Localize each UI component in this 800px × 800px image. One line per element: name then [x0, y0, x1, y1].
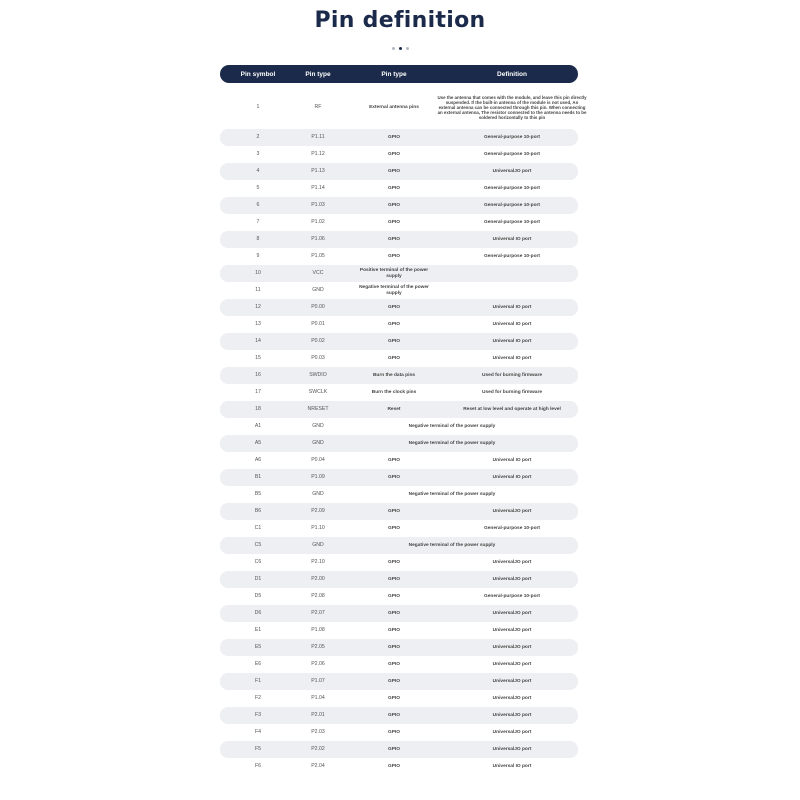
pin-type-cell: GPIO	[388, 576, 400, 582]
table-row	[220, 214, 578, 231]
pin-name-cell: P1.10	[311, 524, 325, 531]
definition-cell: UniversalJO port	[492, 610, 532, 616]
pin-symbol-cell: F5	[254, 745, 262, 752]
pin-symbol-cell: 6	[256, 201, 260, 208]
pin-name-cell: P2.07	[311, 609, 325, 616]
table-row	[220, 554, 578, 571]
pin-type-cell: GPIO	[388, 695, 400, 701]
definition-cell: UniversalJO port	[492, 746, 532, 752]
pin-symbol-cell: F2	[254, 694, 262, 701]
pin-type-cell: GPIO	[388, 355, 400, 361]
pin-symbol-cell: F1	[254, 677, 262, 684]
definition-cell: General-purpose 10-port	[484, 134, 540, 140]
table-row	[220, 690, 578, 707]
header-definition: Definition	[497, 70, 527, 78]
pin-name-cell: P0.01	[311, 320, 325, 327]
definition-cell: Universal IO port	[492, 338, 532, 344]
pin-type-cell: Reset	[387, 406, 401, 412]
pin-type-cell: GPIO	[388, 304, 400, 310]
table-row	[220, 86, 587, 129]
table-row	[220, 197, 578, 214]
table-row	[220, 741, 578, 758]
carousel-dot[interactable]	[392, 47, 395, 50]
table-row	[220, 401, 578, 418]
pin-name-cell: P2.04	[311, 762, 325, 769]
pin-type-cell: GPIO	[388, 644, 400, 650]
table-row	[220, 724, 578, 741]
pin-symbol-cell: 1	[256, 103, 260, 110]
header-pin-name: Pin type	[305, 70, 331, 78]
definition-cell: UniversalJO port	[492, 644, 532, 650]
definition-cell: Universal IO port	[492, 457, 532, 463]
pin-name-cell: P2.09	[311, 507, 325, 514]
table-row	[220, 248, 578, 265]
pin-name-cell: GND	[312, 490, 324, 497]
definition-cell: General-purpose 10-port	[484, 593, 540, 599]
pin-type-cell: GPIO	[388, 253, 400, 259]
pin-symbol-cell: 8	[256, 235, 260, 242]
carousel-dot-active[interactable]	[399, 47, 402, 50]
table-row	[220, 588, 578, 605]
pin-type-cell: GPIO	[388, 729, 400, 735]
pin-name-cell: GND	[312, 541, 324, 548]
table-row	[220, 333, 578, 350]
pin-symbol-cell: C5	[254, 541, 262, 548]
table-row	[220, 299, 578, 316]
definition-cell: General-purpose 10-port	[484, 151, 540, 157]
pin-name-cell: GND	[312, 439, 324, 446]
pin-symbol-cell: 5	[256, 184, 260, 191]
pin-type-cell: GPIO	[388, 457, 400, 463]
pin-name-cell: P2.06	[311, 660, 325, 667]
pin-name-cell: GND	[312, 286, 324, 293]
carousel-dots	[0, 40, 800, 44]
pin-name-cell: P1.02	[311, 218, 325, 225]
definition-cell	[446, 282, 578, 299]
pin-name-cell: P1.09	[311, 473, 325, 480]
pin-type-cell: Burn the data pins	[372, 372, 416, 378]
table-row	[220, 707, 578, 724]
pin-symbol-cell: 11	[255, 286, 261, 293]
definition-cell: UniversalJO port	[492, 695, 532, 701]
pin-type-cell: GPIO	[388, 338, 400, 344]
pin-name-cell: VCC	[312, 269, 324, 276]
pin-type-cell: GPIO	[388, 627, 400, 633]
pin-type-cell: GPIO	[388, 661, 400, 667]
pin-symbol-cell: C1	[254, 524, 262, 531]
table-row	[220, 486, 578, 503]
pin-name-cell: P1.12	[311, 150, 325, 157]
definition-cell: UniversalJO port	[492, 678, 532, 684]
pin-type-cell: GPIO	[388, 593, 400, 599]
pin-type-cell: GPIO	[388, 559, 400, 565]
definition-cell: Universal IO port	[492, 474, 532, 480]
pin-type-cell: Positive terminal of the power supply	[359, 267, 429, 279]
pin-name-cell: P1.08	[311, 626, 325, 633]
table-row	[220, 163, 578, 180]
pin-type-cell: Burn the clock pins	[371, 389, 417, 395]
pin-type-cell: GPIO	[388, 746, 400, 752]
table-row	[220, 282, 578, 299]
pin-type-cell: GPIO	[388, 151, 400, 157]
pin-name-cell: SWDIO	[309, 371, 327, 378]
pin-name-cell: P2.00	[311, 575, 325, 582]
pin-name-cell: P0.03	[311, 354, 325, 361]
pin-symbol-cell: 15	[255, 354, 261, 361]
pin-symbol-cell: A5	[254, 439, 262, 446]
pin-type-cell: GPIO	[388, 202, 400, 208]
pin-name-cell: P1.11	[311, 133, 325, 140]
pin-type-cell: GPIO	[388, 219, 400, 225]
definition-cell: UniversalJO port	[492, 627, 532, 633]
definition-cell: UniversalJO port	[492, 729, 532, 735]
table-row	[220, 231, 578, 248]
definition-cell: Used for burning firmware	[482, 372, 542, 378]
table-row	[220, 571, 578, 588]
header-pin-symbol: Pin symbol	[240, 70, 276, 78]
table-row	[220, 435, 578, 452]
table-row	[220, 605, 578, 622]
pin-name-cell: P2.05	[311, 643, 325, 650]
pin-symbol-cell: 14	[255, 337, 261, 344]
pin-name-cell: P1.04	[311, 694, 325, 701]
pin-name-cell: P2.10	[311, 558, 325, 565]
definition-cell: Used for burning firmware	[482, 389, 542, 395]
definition-cell: UniversalJO port	[492, 576, 532, 582]
pin-name-cell: P2.01	[311, 711, 325, 718]
pin-type-cell: GPIO	[388, 610, 400, 616]
pin-symbol-cell: F3	[254, 711, 262, 718]
pin-symbol-cell: B5	[254, 490, 262, 497]
definition-cell: Reset at low level and operate at high level	[463, 406, 561, 412]
pin-symbol-cell: 9	[256, 252, 260, 259]
pin-symbol-cell: 3	[256, 150, 260, 157]
table-row	[220, 384, 578, 401]
definition-cell: General-purpose 10-port	[484, 219, 540, 225]
pin-symbol-cell: D6	[254, 609, 262, 616]
definition-cell: UniversalJO port	[492, 712, 532, 718]
table-row	[220, 180, 578, 197]
pin-name-cell: SWCLK	[308, 388, 328, 395]
header-pin-type: Pin type	[381, 70, 407, 78]
table-body	[220, 86, 587, 775]
table-row	[220, 367, 578, 384]
definition-cell: Universal IO port	[492, 355, 532, 361]
definition-cell: Use the antenna that comes with the module, and leave this pin directly suspended. If the built-in antenna of the module is not used, An external antenna can be connected through this pin. When connecting an external antenna, The resistor connected to the antenna needs to be soldered horizontally to this pin	[437, 94, 587, 121]
pin-name-cell: P0.02	[311, 337, 325, 344]
table-row	[220, 503, 578, 520]
pin-name-cell: P1.07	[311, 677, 325, 684]
pin-symbol-cell: 17	[255, 388, 261, 395]
pin-symbol-cell: D1	[254, 575, 262, 582]
pin-type-cell: GPIO	[388, 712, 400, 718]
table-row	[220, 129, 578, 146]
pin-type-cell: GPIO	[388, 508, 400, 514]
pin-type-cell: GPIO	[388, 134, 400, 140]
table-header	[220, 65, 578, 83]
pin-symbol-cell: 2	[256, 133, 260, 140]
table-row	[220, 622, 578, 639]
table-row	[220, 265, 578, 282]
table-row	[220, 146, 578, 163]
definition-cell: General-purpose 10-port	[484, 525, 540, 531]
pin-symbol-cell: F4	[254, 728, 262, 735]
table-row	[220, 418, 578, 435]
pin-type-cell: GPIO	[388, 763, 400, 769]
pin-type-cell: Negative terminal of the power supply	[408, 440, 496, 446]
table-row	[220, 469, 578, 486]
pin-name-cell: P0.04	[311, 456, 325, 463]
pin-symbol-cell: E1	[254, 626, 262, 633]
pin-type-cell: GPIO	[388, 321, 400, 327]
pin-name-cell: NRESET	[307, 405, 329, 412]
pin-type-cell: Negative terminal of the power supply	[408, 423, 496, 429]
pin-symbol-cell: 4	[256, 167, 260, 174]
pin-symbol-cell: 16	[255, 371, 261, 378]
table-row	[220, 639, 578, 656]
table-row	[220, 537, 578, 554]
pin-symbol-cell: B6	[254, 507, 262, 514]
pin-symbol-cell: A6	[254, 456, 262, 463]
pin-name-cell: P1.14	[311, 184, 325, 191]
pin-type-cell: External antenna pins	[369, 104, 419, 110]
pin-symbol-cell: D5	[254, 592, 262, 599]
definition-cell: General-purpose 10-port	[484, 202, 540, 208]
pin-type-cell: GPIO	[388, 236, 400, 242]
pin-symbol-cell: E6	[254, 660, 262, 667]
definition-cell: General-purpose 10-port	[484, 253, 540, 259]
definition-cell: UniversalJO port	[492, 168, 532, 174]
definition-cell: General-purpose 10-port	[484, 185, 540, 191]
pin-type-cell: Negative terminal of the power supply	[408, 542, 496, 548]
definition-cell: Universal IO port	[492, 304, 532, 310]
definition-cell: Universal IO port	[492, 321, 532, 327]
pin-name-cell: P2.08	[311, 592, 325, 599]
definition-cell	[446, 265, 578, 282]
table-row	[220, 656, 578, 673]
carousel-dot[interactable]	[406, 47, 409, 50]
definition-cell: UniversalJO port	[492, 661, 532, 667]
pin-symbol-cell: A1	[254, 422, 262, 429]
definition-cell: Universal IO port	[492, 236, 532, 242]
pin-type-cell: GPIO	[388, 474, 400, 480]
table-row	[220, 520, 578, 537]
pin-name-cell: P2.02	[311, 745, 325, 752]
pin-definition-table	[220, 65, 587, 775]
pin-symbol-cell: B1	[254, 473, 262, 480]
pin-type-cell: GPIO	[388, 678, 400, 684]
pin-name-cell: P1.06	[311, 235, 325, 242]
pin-name-cell: P2.03	[311, 728, 325, 735]
pin-name-cell: GND	[312, 422, 324, 429]
definition-cell: UniversalJO port	[492, 508, 532, 514]
pin-type-cell: Negative terminal of the power supply	[359, 284, 429, 296]
table-row	[220, 758, 578, 775]
pin-symbol-cell: C6	[254, 558, 262, 565]
pin-name-cell: P1.03	[311, 201, 325, 208]
pin-name-cell: P0.00	[311, 303, 325, 310]
pin-type-cell: GPIO	[388, 525, 400, 531]
table-row	[220, 350, 578, 367]
table-row	[220, 316, 578, 333]
definition-cell: Universal IO port	[492, 763, 532, 769]
pin-name-cell: P1.13	[311, 167, 325, 174]
pin-symbol-cell: 12	[255, 303, 261, 310]
pin-symbol-cell: E5	[254, 643, 262, 650]
pin-symbol-cell: 10	[255, 269, 261, 276]
pin-symbol-cell: 13	[255, 320, 261, 327]
pin-type-cell: GPIO	[388, 185, 400, 191]
pin-symbol-cell: 18	[255, 405, 261, 412]
page-title: Pin definition	[314, 8, 486, 33]
table-row	[220, 452, 578, 469]
pin-name-cell: P1.05	[311, 252, 325, 259]
pin-symbol-cell: F6	[254, 762, 262, 769]
pin-symbol-cell: 7	[256, 218, 260, 225]
pin-name-cell: RF	[314, 103, 322, 110]
table-row	[220, 673, 578, 690]
definition-cell: UniversalJO port	[492, 559, 532, 565]
pin-type-cell: GPIO	[388, 168, 400, 174]
pin-type-cell: Negative terminal of the power supply	[408, 491, 496, 497]
